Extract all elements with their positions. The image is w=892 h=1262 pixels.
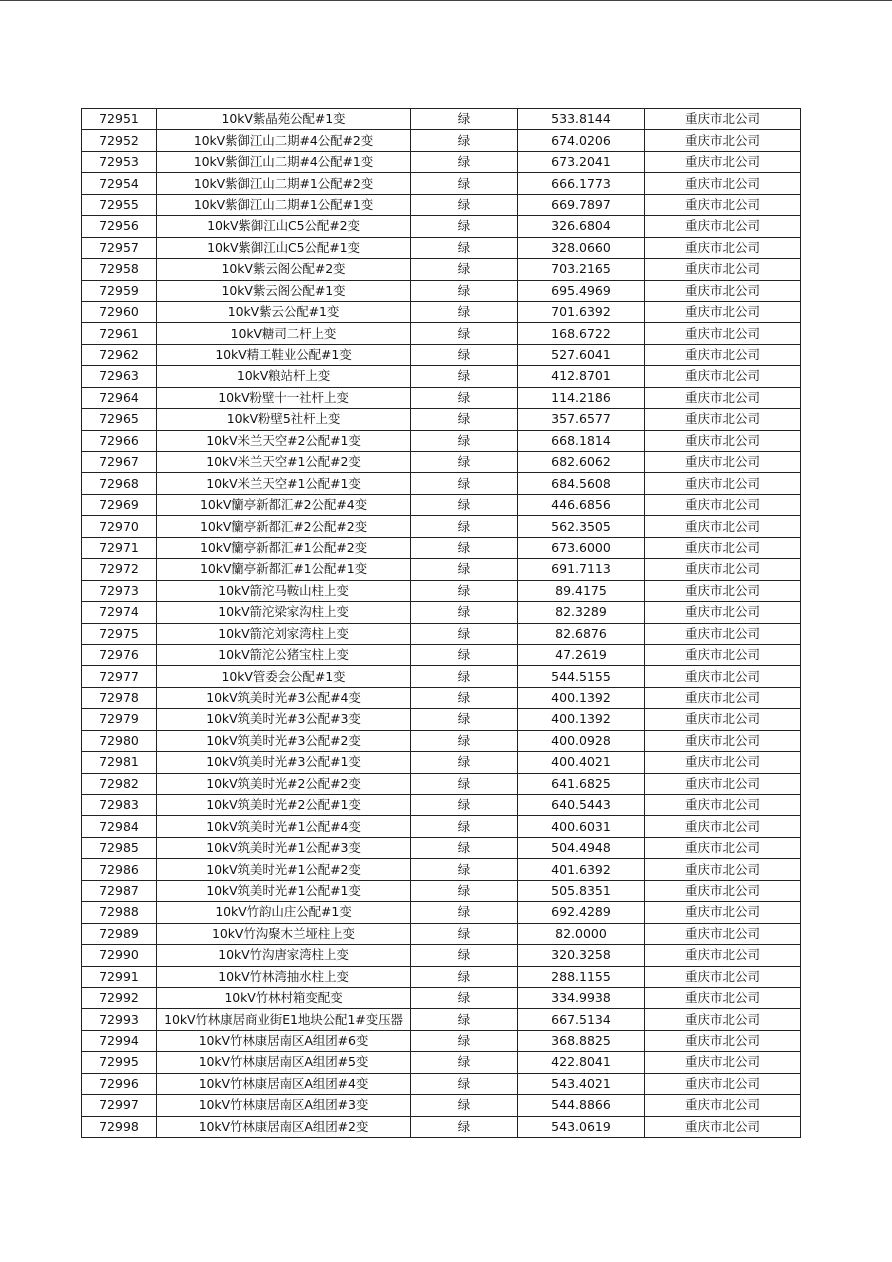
org-cell: 重庆市北公司: [645, 109, 801, 130]
table-row: [82, 580, 801, 601]
value-cell: 328.0660: [518, 237, 645, 258]
color-cell: 绿: [411, 259, 518, 280]
table-row: [82, 323, 801, 344]
table-row: [82, 430, 801, 451]
table-row: [82, 987, 801, 1008]
org-cell: 重庆市北公司: [645, 387, 801, 408]
value-cell: 446.6856: [518, 494, 645, 515]
name-cell: 10kV米兰天空#1公配#1变: [157, 473, 411, 494]
org-cell: 重庆市北公司: [645, 902, 801, 923]
org-cell: 重庆市北公司: [645, 194, 801, 215]
color-cell: 绿: [411, 366, 518, 387]
color-cell: 绿: [411, 409, 518, 430]
id-cell: 72966: [82, 430, 157, 451]
value-cell: 701.6392: [518, 301, 645, 322]
id-cell: 72982: [82, 773, 157, 794]
table-row: [82, 387, 801, 408]
table-row: [82, 752, 801, 773]
name-cell: 10kV筑美时光#3公配#2变: [157, 730, 411, 751]
table-row: [82, 859, 801, 880]
org-cell: 重庆市北公司: [645, 259, 801, 280]
value-cell: 82.6876: [518, 623, 645, 644]
name-cell: 10kV竹沟唐家湾柱上变: [157, 945, 411, 966]
name-cell: 10kV糖司二杆上变: [157, 323, 411, 344]
id-cell: 72988: [82, 902, 157, 923]
value-cell: 400.1392: [518, 687, 645, 708]
color-cell: 绿: [411, 559, 518, 580]
id-cell: 72975: [82, 623, 157, 644]
value-cell: 400.1392: [518, 709, 645, 730]
name-cell: 10kV紫御江山二期#1公配#2变: [157, 173, 411, 194]
table-row: [82, 173, 801, 194]
color-cell: 绿: [411, 666, 518, 687]
value-cell: 533.8144: [518, 109, 645, 130]
name-cell: 10kV紫御江山C5公配#2变: [157, 216, 411, 237]
table-row: [82, 1073, 801, 1094]
table-row: [82, 151, 801, 172]
id-cell: 72978: [82, 687, 157, 708]
org-cell: 重庆市北公司: [645, 1073, 801, 1094]
org-cell: 重庆市北公司: [645, 966, 801, 987]
color-cell: 绿: [411, 237, 518, 258]
value-cell: 692.4289: [518, 902, 645, 923]
org-cell: 重庆市北公司: [645, 173, 801, 194]
org-cell: 重庆市北公司: [645, 473, 801, 494]
name-cell: 10kV籣亭新都汇#1公配#1变: [157, 559, 411, 580]
value-cell: 504.4948: [518, 837, 645, 858]
value-cell: 288.1155: [518, 966, 645, 987]
color-cell: 绿: [411, 344, 518, 365]
org-cell: 重庆市北公司: [645, 1052, 801, 1073]
org-cell: 重庆市北公司: [645, 602, 801, 623]
id-cell: 72984: [82, 816, 157, 837]
color-cell: 绿: [411, 280, 518, 301]
name-cell: 10kV竹林康居商业街E1地块公配1#变压器: [157, 1009, 411, 1030]
color-cell: 绿: [411, 580, 518, 601]
name-cell: 10kV竹林康居南区A组团#5变: [157, 1052, 411, 1073]
org-cell: 重庆市北公司: [645, 859, 801, 880]
value-cell: 669.7897: [518, 194, 645, 215]
color-cell: 绿: [411, 859, 518, 880]
value-cell: 505.8351: [518, 880, 645, 901]
id-cell: 72998: [82, 1116, 157, 1137]
table-row: [82, 366, 801, 387]
name-cell: 10kV竹沟聚木兰垭柱上变: [157, 923, 411, 944]
org-cell: 重庆市北公司: [645, 709, 801, 730]
org-cell: 重庆市北公司: [645, 280, 801, 301]
name-cell: 10kV筑美时光#1公配#3变: [157, 837, 411, 858]
org-cell: 重庆市北公司: [645, 323, 801, 344]
table-row: [82, 1116, 801, 1137]
org-cell: 重庆市北公司: [645, 537, 801, 558]
color-cell: 绿: [411, 430, 518, 451]
value-cell: 400.0928: [518, 730, 645, 751]
color-cell: 绿: [411, 1095, 518, 1116]
value-cell: 422.8041: [518, 1052, 645, 1073]
value-cell: 47.2619: [518, 644, 645, 665]
color-cell: 绿: [411, 130, 518, 151]
id-cell: 72953: [82, 151, 157, 172]
id-cell: 72990: [82, 945, 157, 966]
id-cell: 72987: [82, 880, 157, 901]
name-cell: 10kV筑美时光#1公配#1变: [157, 880, 411, 901]
id-cell: 72962: [82, 344, 157, 365]
name-cell: 10kV筑美时光#1公配#2变: [157, 859, 411, 880]
value-cell: 168.6722: [518, 323, 645, 344]
table-row: [82, 1095, 801, 1116]
name-cell: 10kV粉壁十一社杆上变: [157, 387, 411, 408]
org-cell: 重庆市北公司: [645, 644, 801, 665]
id-cell: 72951: [82, 109, 157, 130]
color-cell: 绿: [411, 473, 518, 494]
color-cell: 绿: [411, 494, 518, 515]
id-cell: 72976: [82, 644, 157, 665]
color-cell: 绿: [411, 516, 518, 537]
table-row: [82, 473, 801, 494]
table-row: [82, 1052, 801, 1073]
org-cell: 重庆市北公司: [645, 559, 801, 580]
id-cell: 72957: [82, 237, 157, 258]
color-cell: 绿: [411, 623, 518, 644]
name-cell: 10kV箭沱马鞍山柱上变: [157, 580, 411, 601]
table-body: [82, 109, 801, 1138]
table-row: [82, 537, 801, 558]
color-cell: 绿: [411, 216, 518, 237]
name-cell: 10kV筑美时光#3公配#1变: [157, 752, 411, 773]
table-row: [82, 773, 801, 794]
table-row: [82, 602, 801, 623]
table-row: [82, 623, 801, 644]
org-cell: 重庆市北公司: [645, 430, 801, 451]
color-cell: 绿: [411, 837, 518, 858]
color-cell: 绿: [411, 194, 518, 215]
table-row: [82, 687, 801, 708]
id-cell: 72956: [82, 216, 157, 237]
page-top-border: [0, 0, 892, 1]
color-cell: 绿: [411, 795, 518, 816]
color-cell: 绿: [411, 709, 518, 730]
table-row: [82, 1030, 801, 1051]
id-cell: 72994: [82, 1030, 157, 1051]
org-cell: 重庆市北公司: [645, 580, 801, 601]
transformer-table: [81, 108, 801, 1138]
id-cell: 72992: [82, 987, 157, 1008]
id-cell: 72991: [82, 966, 157, 987]
name-cell: 10kV筑美时光#1公配#4变: [157, 816, 411, 837]
table-row: [82, 730, 801, 751]
org-cell: 重庆市北公司: [645, 237, 801, 258]
value-cell: 673.2041: [518, 151, 645, 172]
color-cell: 绿: [411, 923, 518, 944]
color-cell: 绿: [411, 151, 518, 172]
org-cell: 重庆市北公司: [645, 1009, 801, 1030]
value-cell: 562.3505: [518, 516, 645, 537]
org-cell: 重庆市北公司: [645, 773, 801, 794]
value-cell: 357.6577: [518, 409, 645, 430]
id-cell: 72961: [82, 323, 157, 344]
id-cell: 72995: [82, 1052, 157, 1073]
table-row: [82, 452, 801, 473]
color-cell: 绿: [411, 880, 518, 901]
table-row: [82, 1009, 801, 1030]
name-cell: 10kV紫御江山二期#4公配#2变: [157, 130, 411, 151]
table-row: [82, 130, 801, 151]
name-cell: 10kV米兰天空#1公配#2变: [157, 452, 411, 473]
table-row: [82, 709, 801, 730]
table-row: [82, 516, 801, 537]
table-row: [82, 409, 801, 430]
value-cell: 674.0206: [518, 130, 645, 151]
name-cell: 10kV竹林湾抽水柱上变: [157, 966, 411, 987]
id-cell: 72968: [82, 473, 157, 494]
org-cell: 重庆市北公司: [645, 687, 801, 708]
table-row: [82, 795, 801, 816]
table-row: [82, 880, 801, 901]
table-row: [82, 837, 801, 858]
color-cell: 绿: [411, 687, 518, 708]
org-cell: 重庆市北公司: [645, 301, 801, 322]
id-cell: 72974: [82, 602, 157, 623]
name-cell: 10kV筑美时光#2公配#1变: [157, 795, 411, 816]
color-cell: 绿: [411, 301, 518, 322]
table-row: [82, 966, 801, 987]
color-cell: 绿: [411, 644, 518, 665]
table-row: [82, 666, 801, 687]
value-cell: 668.1814: [518, 430, 645, 451]
table-row: [82, 945, 801, 966]
name-cell: 10kV籣亭新都汇#2公配#2变: [157, 516, 411, 537]
color-cell: 绿: [411, 945, 518, 966]
value-cell: 401.6392: [518, 859, 645, 880]
table-row: [82, 644, 801, 665]
name-cell: 10kV紫御江山二期#4公配#1变: [157, 151, 411, 172]
name-cell: 10kV竹韵山庄公配#1变: [157, 902, 411, 923]
org-cell: 重庆市北公司: [645, 366, 801, 387]
org-cell: 重庆市北公司: [645, 795, 801, 816]
color-cell: 绿: [411, 173, 518, 194]
color-cell: 绿: [411, 323, 518, 344]
color-cell: 绿: [411, 537, 518, 558]
table-row: [82, 923, 801, 944]
id-cell: 72955: [82, 194, 157, 215]
id-cell: 72964: [82, 387, 157, 408]
value-cell: 89.4175: [518, 580, 645, 601]
value-cell: 412.8701: [518, 366, 645, 387]
value-cell: 400.4021: [518, 752, 645, 773]
id-cell: 72997: [82, 1095, 157, 1116]
org-cell: 重庆市北公司: [645, 880, 801, 901]
name-cell: 10kV紫御江山C5公配#1变: [157, 237, 411, 258]
id-cell: 72972: [82, 559, 157, 580]
id-cell: 72985: [82, 837, 157, 858]
org-cell: 重庆市北公司: [645, 151, 801, 172]
id-cell: 72979: [82, 709, 157, 730]
name-cell: 10kV管委会公配#1变: [157, 666, 411, 687]
org-cell: 重庆市北公司: [645, 344, 801, 365]
color-cell: 绿: [411, 987, 518, 1008]
table-row: [82, 259, 801, 280]
org-cell: 重庆市北公司: [645, 130, 801, 151]
color-cell: 绿: [411, 902, 518, 923]
org-cell: 重庆市北公司: [645, 623, 801, 644]
value-cell: 543.0619: [518, 1116, 645, 1137]
color-cell: 绿: [411, 773, 518, 794]
name-cell: 10kV紫晶苑公配#1变: [157, 109, 411, 130]
value-cell: 682.6062: [518, 452, 645, 473]
name-cell: 10kV米兰天空#2公配#1变: [157, 430, 411, 451]
id-cell: 72969: [82, 494, 157, 515]
value-cell: 82.3289: [518, 602, 645, 623]
org-cell: 重庆市北公司: [645, 816, 801, 837]
value-cell: 82.0000: [518, 923, 645, 944]
value-cell: 667.5134: [518, 1009, 645, 1030]
color-cell: 绿: [411, 730, 518, 751]
value-cell: 691.7113: [518, 559, 645, 580]
id-cell: 72996: [82, 1073, 157, 1094]
color-cell: 绿: [411, 1052, 518, 1073]
org-cell: 重庆市北公司: [645, 945, 801, 966]
value-cell: 641.6825: [518, 773, 645, 794]
value-cell: 673.6000: [518, 537, 645, 558]
value-cell: 684.5608: [518, 473, 645, 494]
id-cell: 72965: [82, 409, 157, 430]
table-row: [82, 280, 801, 301]
name-cell: 10kV籣亭新都汇#2公配#4变: [157, 494, 411, 515]
color-cell: 绿: [411, 109, 518, 130]
name-cell: 10kV精工鞋业公配#1变: [157, 344, 411, 365]
value-cell: 320.3258: [518, 945, 645, 966]
name-cell: 10kV箭沱梁家沟柱上变: [157, 602, 411, 623]
id-cell: 72952: [82, 130, 157, 151]
color-cell: 绿: [411, 387, 518, 408]
name-cell: 10kV紫云阁公配#2变: [157, 259, 411, 280]
name-cell: 10kV竹林康居南区A组团#3变: [157, 1095, 411, 1116]
org-cell: 重庆市北公司: [645, 837, 801, 858]
name-cell: 10kV竹林康居南区A组团#2变: [157, 1116, 411, 1137]
id-cell: 72959: [82, 280, 157, 301]
name-cell: 10kV粉壁5社杆上变: [157, 409, 411, 430]
name-cell: 10kV紫云公配#1变: [157, 301, 411, 322]
id-cell: 72963: [82, 366, 157, 387]
table-row: [82, 216, 801, 237]
table-row: [82, 559, 801, 580]
table-row: [82, 344, 801, 365]
color-cell: 绿: [411, 1073, 518, 1094]
id-cell: 72981: [82, 752, 157, 773]
name-cell: 10kV箭沱公猪宝柱上变: [157, 644, 411, 665]
org-cell: 重庆市北公司: [645, 1030, 801, 1051]
value-cell: 703.2165: [518, 259, 645, 280]
table-row: [82, 902, 801, 923]
color-cell: 绿: [411, 816, 518, 837]
id-cell: 72983: [82, 795, 157, 816]
org-cell: 重庆市北公司: [645, 666, 801, 687]
color-cell: 绿: [411, 966, 518, 987]
org-cell: 重庆市北公司: [645, 1116, 801, 1137]
color-cell: 绿: [411, 752, 518, 773]
color-cell: 绿: [411, 1030, 518, 1051]
name-cell: 10kV筑美时光#2公配#2变: [157, 773, 411, 794]
org-cell: 重庆市北公司: [645, 752, 801, 773]
name-cell: 10kV紫云阁公配#1变: [157, 280, 411, 301]
id-cell: 72993: [82, 1009, 157, 1030]
name-cell: 10kV籣亭新都汇#1公配#2变: [157, 537, 411, 558]
org-cell: 重庆市北公司: [645, 516, 801, 537]
org-cell: 重庆市北公司: [645, 216, 801, 237]
org-cell: 重庆市北公司: [645, 987, 801, 1008]
color-cell: 绿: [411, 1116, 518, 1137]
org-cell: 重庆市北公司: [645, 409, 801, 430]
org-cell: 重庆市北公司: [645, 923, 801, 944]
table-row: [82, 816, 801, 837]
value-cell: 368.8825: [518, 1030, 645, 1051]
name-cell: 10kV竹林村箱变配变: [157, 987, 411, 1008]
table-row: [82, 109, 801, 130]
table-row: [82, 194, 801, 215]
value-cell: 326.6804: [518, 216, 645, 237]
value-cell: 695.4969: [518, 280, 645, 301]
name-cell: 10kV筑美时光#3公配#3变: [157, 709, 411, 730]
id-cell: 72971: [82, 537, 157, 558]
org-cell: 重庆市北公司: [645, 494, 801, 515]
value-cell: 666.1773: [518, 173, 645, 194]
id-cell: 72960: [82, 301, 157, 322]
value-cell: 114.2186: [518, 387, 645, 408]
table-row: [82, 494, 801, 515]
name-cell: 10kV箭沱刘家湾柱上变: [157, 623, 411, 644]
color-cell: 绿: [411, 452, 518, 473]
table-row: [82, 237, 801, 258]
color-cell: 绿: [411, 1009, 518, 1030]
table-row: [82, 301, 801, 322]
id-cell: 72977: [82, 666, 157, 687]
name-cell: 10kV筑美时光#3公配#4变: [157, 687, 411, 708]
id-cell: 72986: [82, 859, 157, 880]
value-cell: 527.6041: [518, 344, 645, 365]
name-cell: 10kV竹林康居南区A组团#6变: [157, 1030, 411, 1051]
color-cell: 绿: [411, 602, 518, 623]
name-cell: 10kV粮站杆上变: [157, 366, 411, 387]
value-cell: 640.5443: [518, 795, 645, 816]
value-cell: 544.5155: [518, 666, 645, 687]
id-cell: 72967: [82, 452, 157, 473]
name-cell: 10kV紫御江山二期#1公配#1变: [157, 194, 411, 215]
id-cell: 72954: [82, 173, 157, 194]
org-cell: 重庆市北公司: [645, 1095, 801, 1116]
id-cell: 72980: [82, 730, 157, 751]
value-cell: 543.4021: [518, 1073, 645, 1094]
org-cell: 重庆市北公司: [645, 452, 801, 473]
value-cell: 544.8866: [518, 1095, 645, 1116]
value-cell: 400.6031: [518, 816, 645, 837]
id-cell: 72958: [82, 259, 157, 280]
id-cell: 72989: [82, 923, 157, 944]
id-cell: 72970: [82, 516, 157, 537]
org-cell: 重庆市北公司: [645, 730, 801, 751]
name-cell: 10kV竹林康居南区A组团#4变: [157, 1073, 411, 1094]
id-cell: 72973: [82, 580, 157, 601]
value-cell: 334.9938: [518, 987, 645, 1008]
